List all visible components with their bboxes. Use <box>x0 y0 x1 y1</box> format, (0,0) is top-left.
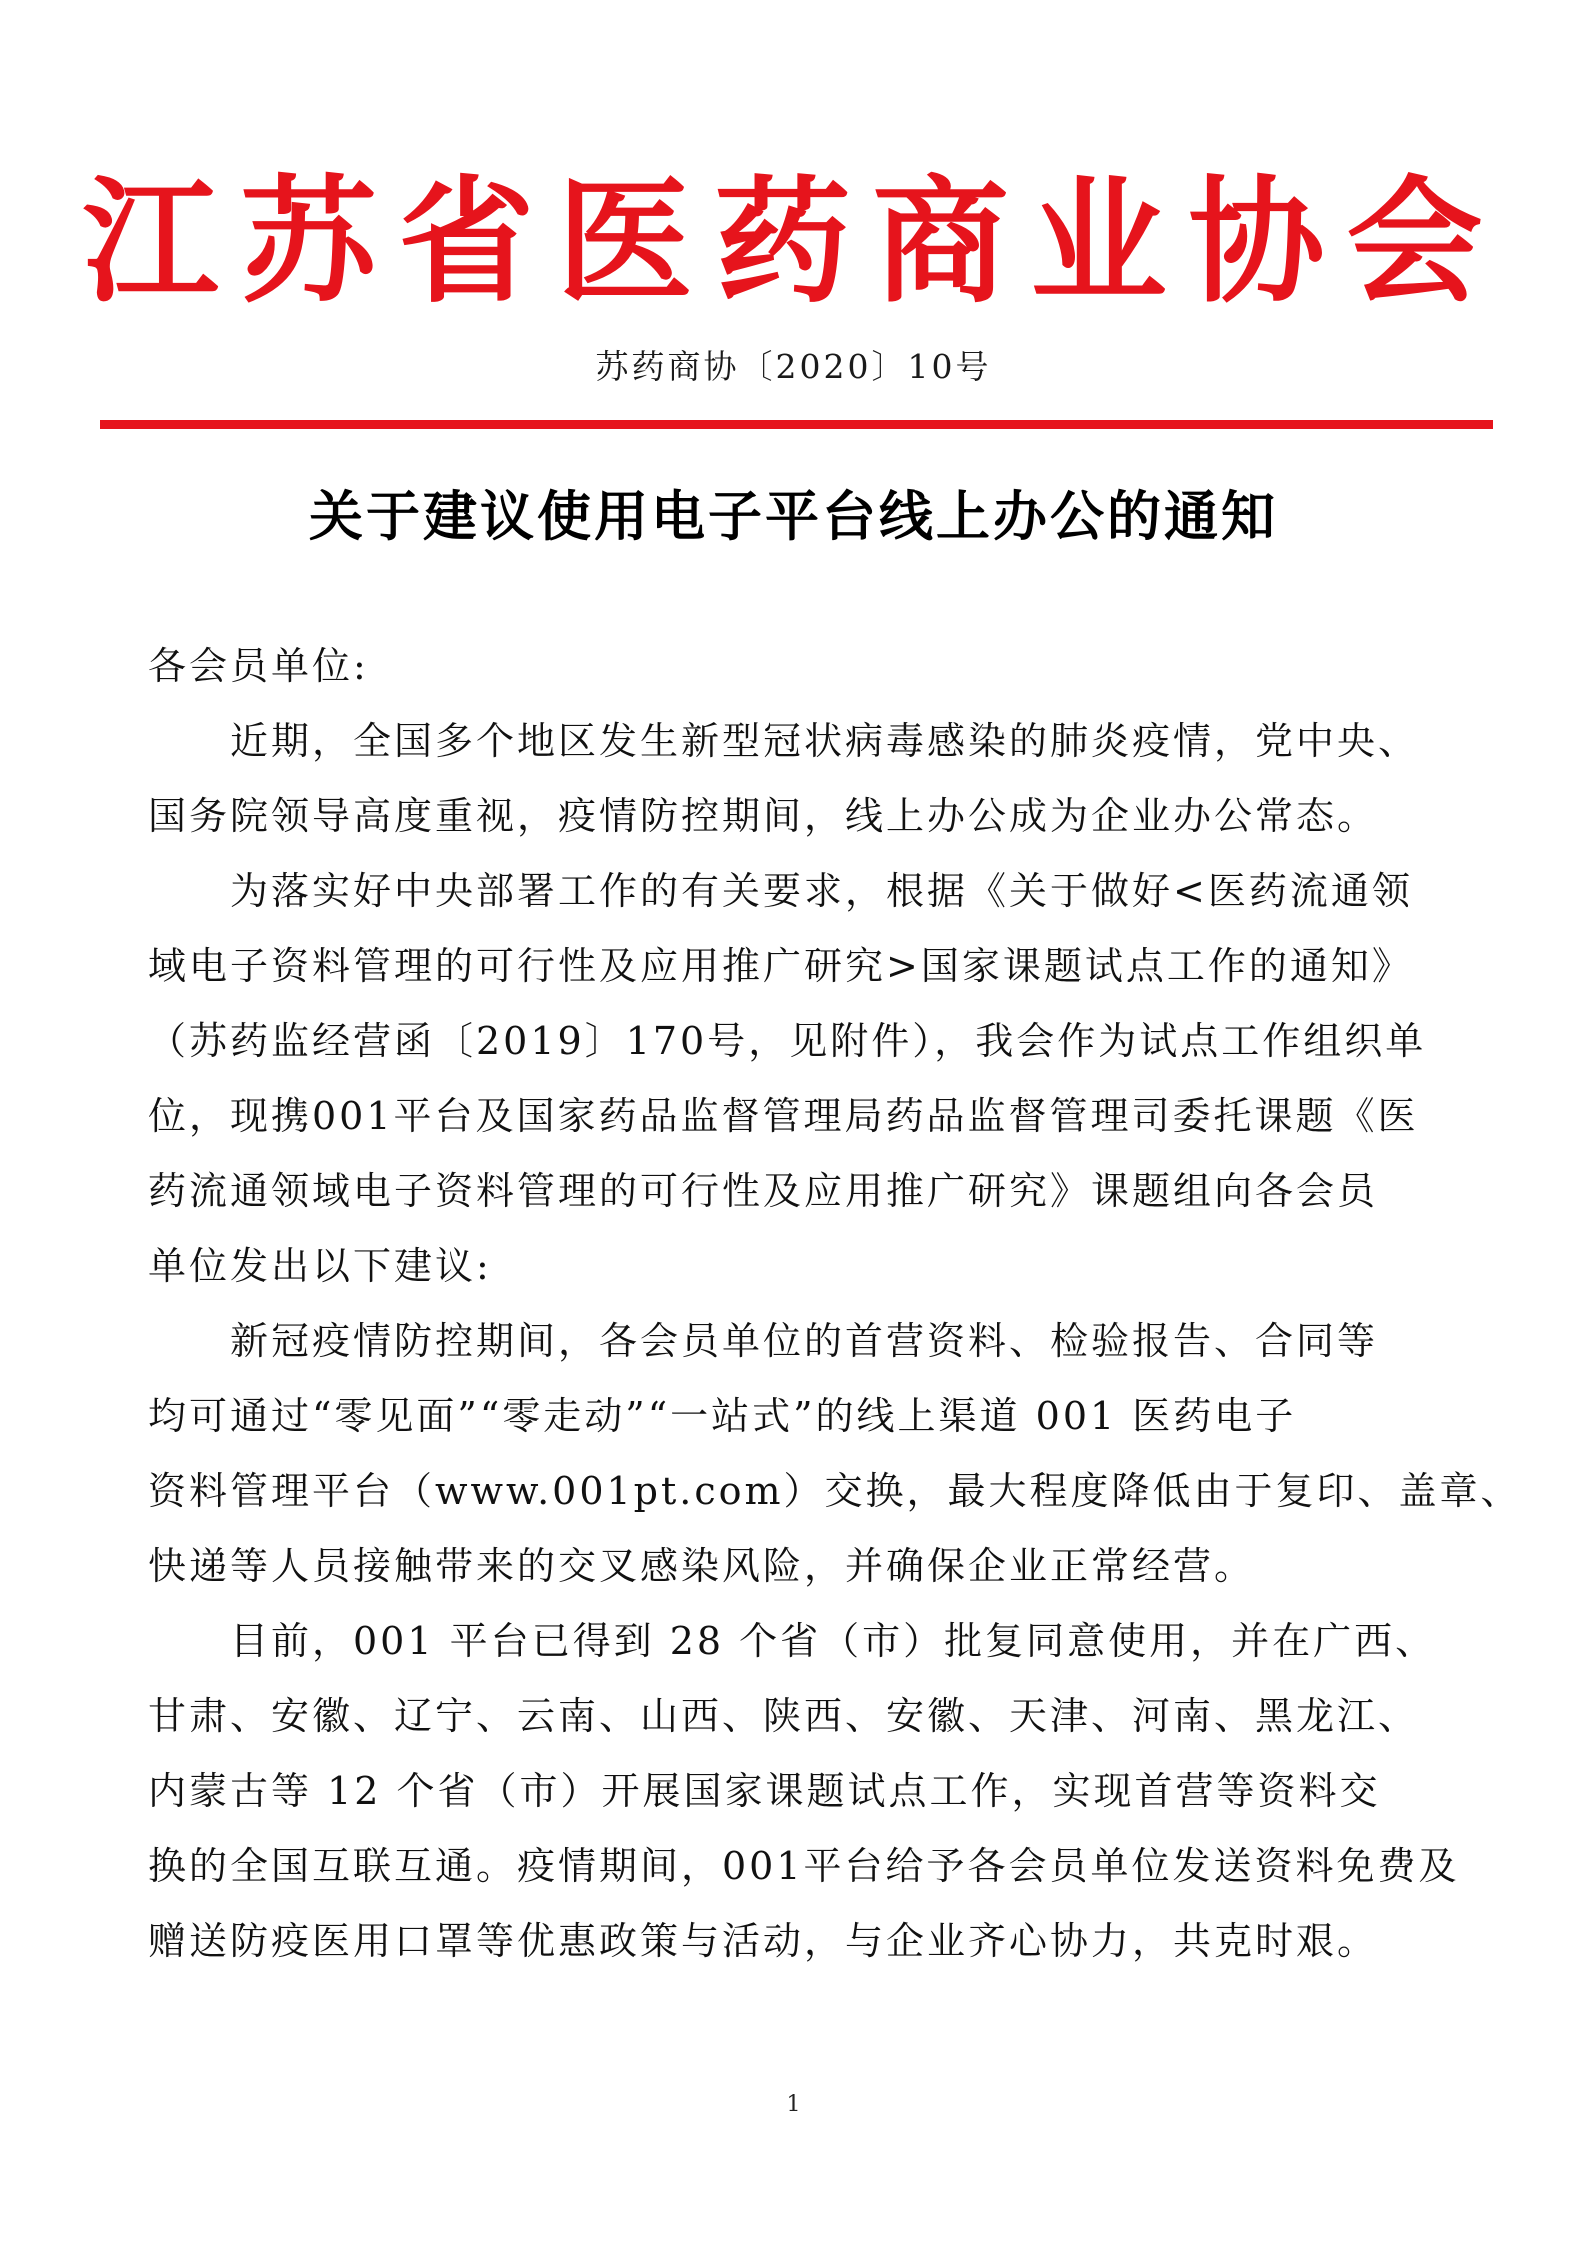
body-line: 域电子资料管理的可行性及应用推广研究>国家课题试点工作的通知》 <box>148 944 1413 988</box>
body-line: 甘肃、安徽、辽宁、云南、山西、陕西、安徽、天津、河南、黑龙江、 <box>148 1694 1420 1738</box>
body-line: 为落实好中央部署工作的有关要求，根据《关于做好<医药流通领 <box>148 869 1413 913</box>
body-line: 内蒙古等 12 个省（市）开展国家课题试点工作，实现首营等资料交 <box>148 1769 1381 1813</box>
body-line: （苏药监经营函〔2019〕170号，见附件），我会作为试点工作组织单 <box>148 1019 1427 1063</box>
body-line: 单位发出以下建议: <box>148 1244 492 1288</box>
document-title: 关于建议使用电子平台线上办公的通知 <box>309 484 1278 548</box>
body-line: 均可通过“零见面”“零走动”“一站式”的线上渠道 001 医药电子 <box>148 1394 1297 1438</box>
body-line: 位，现携001平台及国家药品监督管理局药品监督管理司委托课题《医 <box>148 1094 1419 1138</box>
body-line: 近期，全国多个地区发生新型冠状病毒感染的肺炎疫情，党中央、 <box>148 719 1420 763</box>
document-number: 苏药商协〔2020〕10号 <box>595 347 992 386</box>
body-line: 目前，001 平台已得到 28 个省（市）批复同意使用，并在广西、 <box>148 1619 1437 1663</box>
body-line: 新冠疫情防控期间，各会员单位的首营资料、检验报告、合同等 <box>148 1319 1379 1363</box>
body-line: 赠送防疫医用口罩等优惠政策与活动，与企业齐心协力，共克时艰。 <box>148 1919 1379 1963</box>
body-line: 国务院领导高度重视，疫情防控期间，线上办公成为企业办公常态。 <box>148 794 1379 838</box>
organization-letterhead: 江苏省医药商业协会 <box>82 164 1505 322</box>
body-line: 换的全国互联互通。疫情期间，001平台给予各会员单位发送资料免费及 <box>148 1844 1460 1888</box>
red-divider-rule <box>100 420 1493 429</box>
body-line: 快递等人员接触带来的交叉感染风险，并确保企业正常经营。 <box>148 1544 1256 1588</box>
body-line: 资料管理平台（www.001pt.com）交换，最大程度降低由于复印、盖章、 <box>148 1469 1522 1513</box>
body-line: 药流通领域电子资料管理的可行性及应用推广研究》课题组向各会员 <box>148 1169 1379 1213</box>
salutation: 各会员单位: <box>148 644 369 688</box>
page-number: 1 <box>786 2092 801 2117</box>
